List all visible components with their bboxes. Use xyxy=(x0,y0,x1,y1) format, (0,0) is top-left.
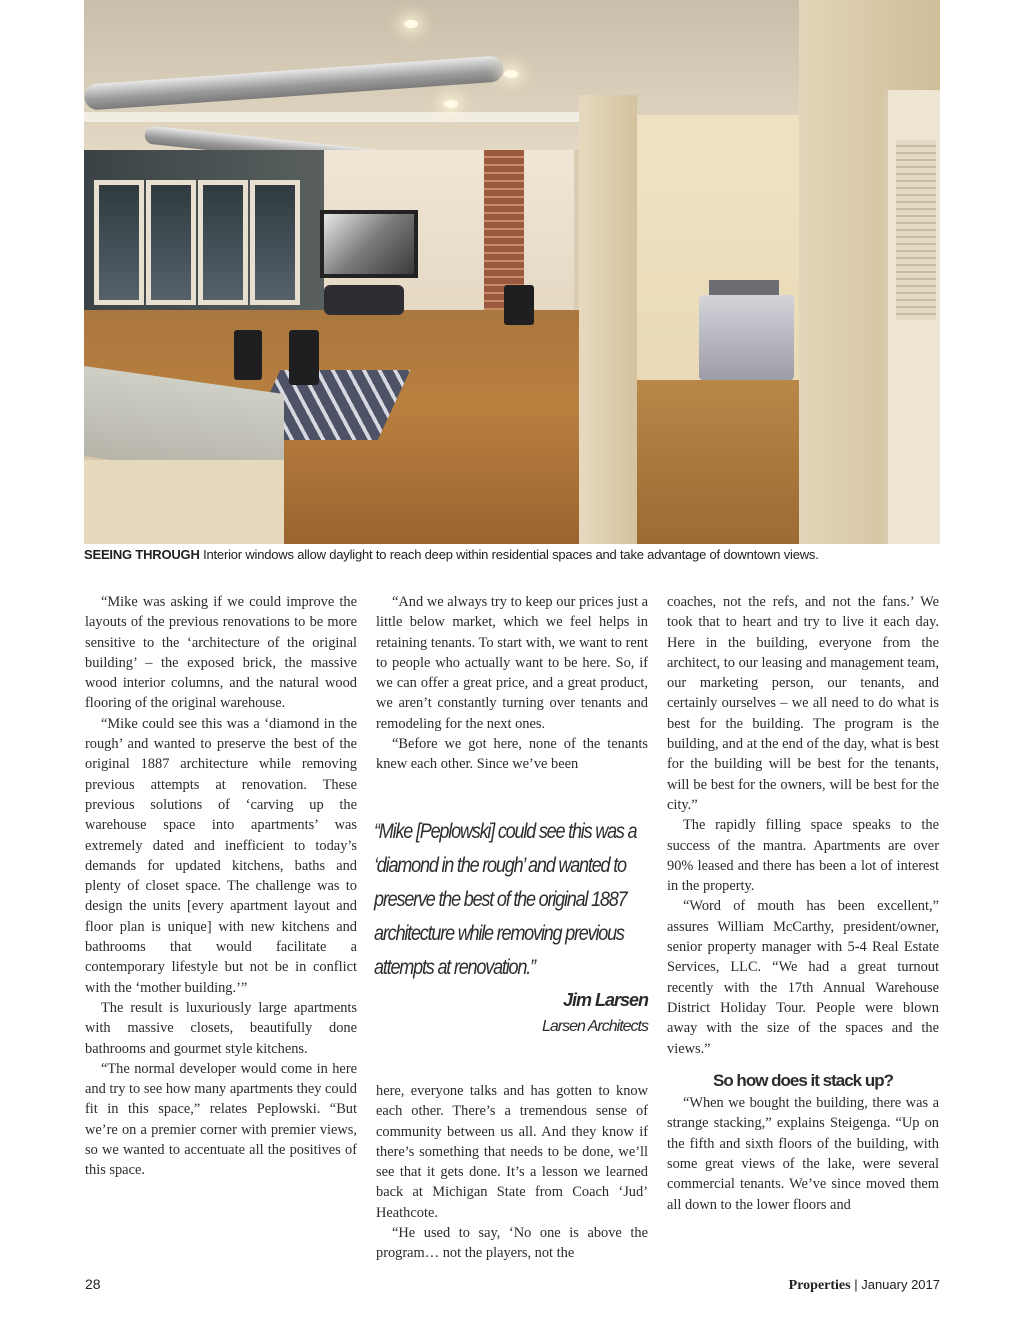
paragraph: “The normal developer would come in here and try to see how many apartments they could fit in this space,” relates Peplowski. “But we’re on a premier corner with premier views, so we wanted to accentuate all the positives of this space. xyxy=(85,1060,357,1179)
photo-bedroom-floor xyxy=(637,380,799,544)
photo-painting xyxy=(320,210,418,278)
footer-brand: Properties xyxy=(788,1278,851,1293)
photo-window xyxy=(94,180,144,305)
photo-cabinet xyxy=(84,460,284,544)
section-subhead: So how does it stack up? xyxy=(712,1070,894,1090)
photo-chair xyxy=(289,330,319,385)
photo-caption xyxy=(84,547,944,562)
paragraph: here, everyone talks and has gotten to know each other. There’s a tremendous sense of community between us all. And they know if there’s something that needs to be done, we’ll see that it gets done. It’s a lesson we learned back at Michigan State from Coach ‘Jud’ Heathcote. xyxy=(376,1083,648,1221)
caption-label: SEEING THROUGH xyxy=(84,547,200,562)
feature-photo xyxy=(84,0,940,544)
paragraph: The result is luxuriously large apartments with massive closets, beautifully done bathrooms and gourmet style kitchens. xyxy=(85,999,357,1057)
page-footer xyxy=(789,1277,940,1294)
photo-column xyxy=(579,95,637,544)
column-1 xyxy=(85,592,357,1181)
column-3 xyxy=(667,592,939,1215)
photo-chair xyxy=(234,330,262,380)
page-number: 28 xyxy=(85,1276,101,1292)
paragraph: “Mike could see this was a ‘diamond in the rough’ and wanted to preserve the best of the original 1887 architecture while removing previous attempts at renovation. These previous solutions of ‘carving up the warehouse space into apartments’ was extremely dated and inefficient to today’s demands for updated kitchens, baths and plenty of closet space. The challenge was to design the units [every apartment layout and floor plan is unique] with new kitchens and bathrooms that would facilitate a contemporary lifestyle but not be in conflict with the ‘mother building.’” xyxy=(85,715,357,996)
photo-sofa xyxy=(324,285,404,315)
pull-quote: “Mike [Peplowski] could see this was a ‘diamond in the rough’ and wanted to preserve the best of the original 1887 architecture while removing previous attempts at renovation.” xyxy=(374,820,637,979)
pull-quote-name: Jim Larsen xyxy=(562,990,648,1010)
photo-light xyxy=(404,20,418,28)
caption-text: Interior windows allow daylight to reach deep within residential spaces and take advantage of downtown views. xyxy=(199,547,819,562)
paragraph: “Mike was asking if we could improve the layouts of the previous renovations to be more sensitive to the ‘architecture of the original building’ – the exposed brick, the massive wood interior columns, and the natural wood flooring of the original warehouse. xyxy=(85,594,357,712)
paragraph: “Word of mouth has been excellent,” assures William McCarthy, president/owner, senior property manager with 5-4 Real Estate Services, LLC. “We had a great turnout recently with the 17th Annual Warehouse District Holiday Tour. People were blown away with the size of the spaces and the views.” xyxy=(667,898,939,1057)
paragraph: The rapidly filling space speaks to the success of the mantra. Apartments are over 90% leased and there has been a lot of interest in the property. xyxy=(667,817,939,895)
photo-light xyxy=(504,70,518,78)
photo-window xyxy=(198,180,248,305)
column-2-bottom xyxy=(376,1081,648,1264)
photo-bed xyxy=(699,295,794,380)
photo-light xyxy=(444,100,458,108)
paragraph: “He used to say, ‘No one is above the program… not the players, not the xyxy=(376,1225,648,1262)
photo-door-louver xyxy=(896,140,936,320)
photo-chair xyxy=(504,285,534,325)
paragraph: “Before we got here, none of the tenants knew each other. Since we’ve been xyxy=(376,736,648,773)
photo-beam xyxy=(84,112,604,122)
paragraph: “And we always try to keep our prices just a little below market, which we feel helps in retaining tenants. To start with, we want to rent to people who actually want to be here. So, if we can offer a great price, and a great product, we aren’t constantly turning over tenants and remodeling for the next ones. xyxy=(376,594,648,732)
pull-quote-firm: Larsen Architects xyxy=(541,1018,648,1035)
column-2-top xyxy=(376,592,648,775)
paragraph: coaches, not the refs, and not the fans.’ We took that to heart and try to live it each day. Here in the building, everyone from the architect, to our leasing and management team, our marketing person, our tenants, and certainly ourselves – we all need to do what is best for the building. The program is the building, and at the end of the day, what is best for the building will be best for the tenants, will be best for the owners, will be best for the city.” xyxy=(667,594,939,813)
footer-issue: | January 2017 xyxy=(850,1277,940,1292)
paragraph: “When we bought the building, there was a strange stacking,” explains Steigenga. “Up on the fifth and sixth floors of the building, with some great views of the lake, were several commercial tenants. We’ve since moved them all down to the lower floors and xyxy=(667,1095,939,1213)
photo-window xyxy=(146,180,196,305)
photo-window xyxy=(250,180,300,305)
